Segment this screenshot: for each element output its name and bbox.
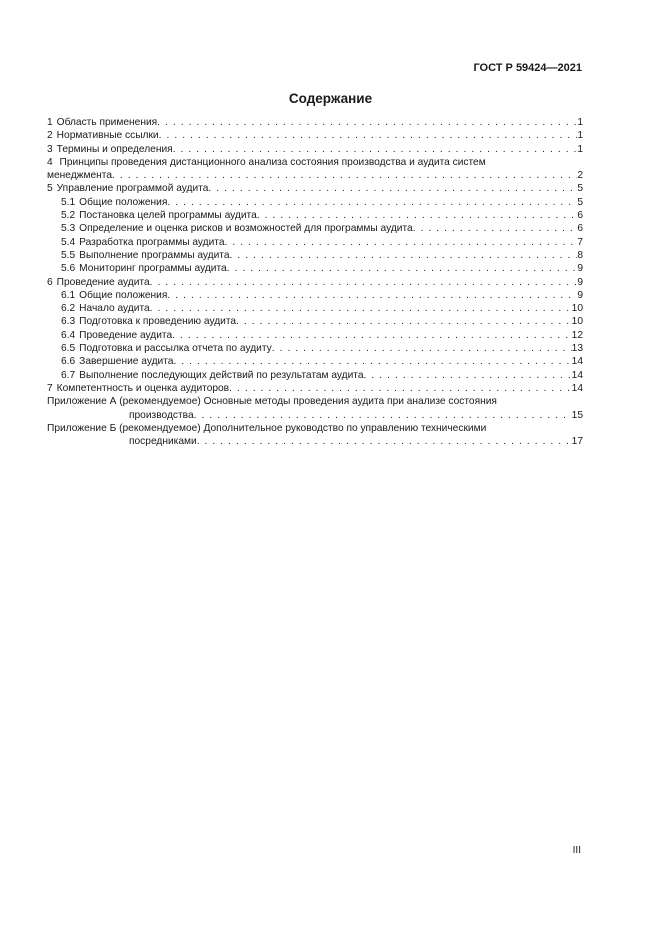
toc-entry-6-3[interactable] [47, 315, 583, 328]
dot-leader [159, 129, 578, 142]
toc-entry-appendix-b[interactable] [47, 422, 583, 449]
dot-leader [173, 355, 571, 368]
dot-leader [112, 169, 577, 182]
toc-entry-title: Компетентность и оценка аудиторов [56, 382, 230, 394]
toc-entry-title: Подготовка к проведению аудита [79, 316, 237, 328]
toc-entry-7[interactable] [47, 382, 583, 395]
toc-entry-number: 3 [47, 143, 53, 155]
toc-entry-page: 1 [577, 143, 583, 155]
toc-entry-page: 1 [577, 130, 583, 142]
toc-entry-title: Постановка целей программы аудита [79, 210, 257, 222]
toc-entry-title: Приложение Б (рекомендуемое) Дополнительное руководство по управлению техническими [47, 422, 487, 434]
toc-entry-page: 6 [577, 223, 583, 235]
dot-leader [194, 409, 572, 422]
toc-entry-title: Общие положения [79, 289, 168, 301]
dot-leader [150, 302, 572, 315]
toc-entry-5-5[interactable] [47, 249, 583, 262]
toc-entry-4[interactable] [47, 156, 583, 183]
toc-entry-number: 5.4 [61, 236, 76, 248]
toc-entry-title: Принципы проведения дистанционного анализа состояния производства и аудита систем [59, 156, 486, 168]
toc-entry-title: Термины и определения [56, 143, 173, 155]
dot-leader [208, 182, 577, 195]
toc-entry-title: Начало аудита [79, 303, 150, 315]
toc-entry-number: 6.3 [61, 316, 76, 328]
toc-entry-number: 6 [47, 276, 53, 288]
toc-entry-title: Определение и оценка рисков и возможностей для программы аудита [79, 223, 413, 235]
toc-entry-page: 13 [571, 343, 583, 355]
toc-entry-5-1[interactable] [47, 196, 583, 209]
toc-entry-number: 6.2 [61, 303, 76, 315]
dot-leader [167, 196, 577, 209]
toc-entry-title: Выполнение программы аудита [79, 249, 230, 261]
toc-entry-page: 9 [577, 276, 583, 288]
toc-entry-number: 6.4 [61, 329, 76, 341]
toc-entry-5[interactable] [47, 182, 583, 195]
table-of-contents [47, 116, 583, 448]
toc-entry-title: Подготовка и рассылка отчета по аудиту [79, 343, 272, 355]
toc-entry-page: 5 [577, 183, 583, 195]
toc-entry-page: 17 [571, 436, 583, 448]
toc-entry-number: 5.5 [61, 249, 76, 261]
toc-entry-6-4[interactable] [47, 329, 583, 342]
toc-entry-page: 8 [577, 249, 583, 261]
dot-leader [257, 209, 578, 222]
toc-entry-title: Приложение А (рекомендуемое) Основные методы проведения аудита при анализе состояния [47, 396, 497, 408]
toc-entry-6-2[interactable] [47, 302, 583, 315]
toc-entry-title-continuation: менеджмента [47, 170, 113, 182]
toc-entry-number: 6.7 [61, 369, 76, 381]
dot-leader [150, 276, 578, 289]
toc-entry-title: Выполнение последующих действий по результатам аудита [79, 369, 364, 381]
toc-entry-page: 10 [571, 316, 583, 328]
dot-leader [230, 249, 578, 262]
toc-entry-1[interactable] [47, 116, 583, 129]
dot-leader [172, 329, 572, 342]
toc-entry-number: 5 [47, 183, 53, 195]
toc-entry-number: 5.2 [61, 210, 76, 222]
toc-entry-number: 7 [47, 382, 53, 394]
toc-entry-6-6[interactable] [47, 355, 583, 368]
dot-leader [229, 382, 572, 395]
toc-entry-number: 6.1 [61, 289, 76, 301]
toc-entry-appendix-a[interactable] [47, 395, 583, 422]
toc-entry-title: Разработка программы аудита [79, 236, 225, 248]
toc-entry-title: Нормативные ссылки [56, 130, 159, 142]
toc-entry-3[interactable] [47, 143, 583, 156]
toc-entry-6[interactable] [47, 276, 583, 289]
toc-entry-title: Общие положения [79, 196, 168, 208]
toc-entry-5-3[interactable] [47, 222, 583, 235]
dot-leader [197, 435, 572, 448]
toc-entry-6-5[interactable] [47, 342, 583, 355]
toc-entry-page: 12 [571, 329, 583, 341]
toc-entry-page: 6 [577, 210, 583, 222]
toc-entry-page: 7 [577, 236, 583, 248]
toc-entry-title: Завершение аудита [79, 356, 174, 368]
toc-entry-number: 5.1 [61, 196, 76, 208]
document-code: ГОСТ Р 59424—2021 [473, 62, 582, 74]
dot-leader [364, 369, 572, 382]
toc-entry-page: 14 [571, 382, 583, 394]
toc-entry-title: Проведение аудита [79, 329, 173, 341]
toc-entry-title-continuation: посредниками [129, 436, 197, 448]
toc-entry-5-4[interactable] [47, 236, 583, 249]
toc-entry-number: 6.5 [61, 343, 76, 355]
toc-entry-title: Область применения [56, 117, 158, 128]
toc-entry-page: 14 [571, 369, 583, 381]
dot-leader [236, 315, 572, 328]
toc-entry-page: 1 [577, 117, 583, 128]
toc-entry-6-7[interactable] [47, 369, 583, 382]
dot-leader [272, 342, 572, 355]
toc-entry-number: 5.6 [61, 263, 76, 275]
dot-leader [413, 222, 578, 235]
toc-entry-page: 2 [577, 170, 583, 182]
dot-leader [225, 236, 578, 249]
toc-entry-number: 2 [47, 130, 53, 142]
toc-entry-6-1[interactable] [47, 289, 583, 302]
toc-entry-page: 5 [577, 196, 583, 208]
dot-leader [157, 116, 577, 129]
toc-entry-number: 6.6 [61, 356, 76, 368]
page-number: III [572, 845, 581, 856]
toc-entry-5-2[interactable] [47, 209, 583, 222]
toc-entry-page: 14 [571, 356, 583, 368]
toc-entry-number: 1 [47, 117, 53, 128]
toc-entry-page: 9 [577, 289, 583, 301]
toc-entry-number: 5.3 [61, 223, 76, 235]
dot-leader [167, 289, 577, 302]
toc-entry-title-continuation: производства [129, 409, 194, 421]
toc-entry-page: 15 [571, 409, 583, 421]
toc-entry-title: Мониторинг программы аудита [79, 263, 227, 275]
toc-entry-title: Управление программой аудита [56, 183, 209, 195]
toc-entry-5-6[interactable] [47, 262, 583, 275]
toc-entry-page: 10 [571, 303, 583, 315]
toc-entry-number: 4 [47, 156, 53, 168]
dot-leader [227, 262, 578, 275]
toc-title: Содержание [288, 91, 373, 106]
toc-entry-page: 9 [577, 263, 583, 275]
dot-leader [173, 143, 578, 156]
toc-entry-2[interactable] [47, 129, 583, 142]
toc-entry-title: Проведение аудита [56, 276, 150, 288]
